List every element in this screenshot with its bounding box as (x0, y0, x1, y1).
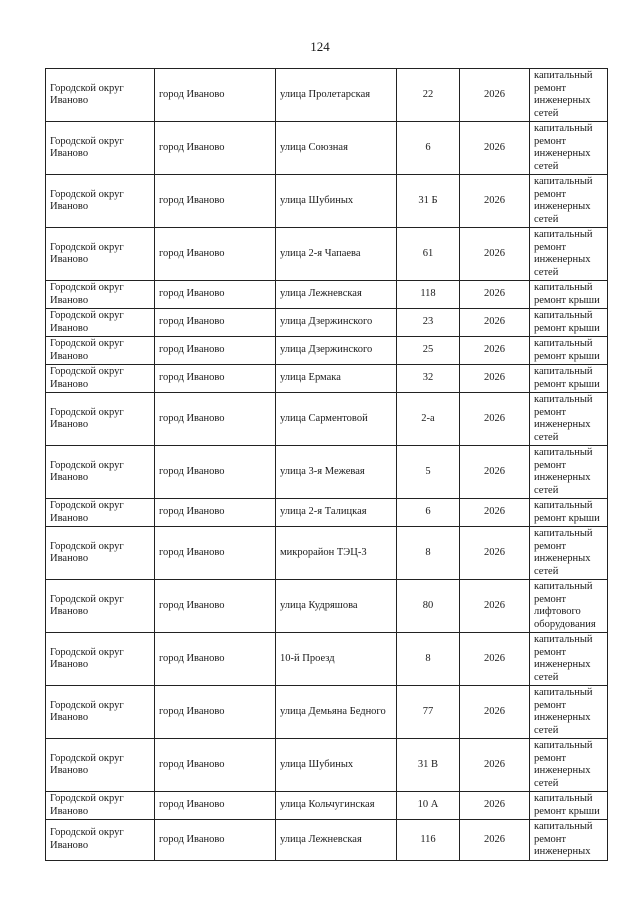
district-cell: Городской округ Иваново (46, 175, 155, 228)
city-cell: город Иваново (155, 175, 276, 228)
city-cell: город Иваново (155, 633, 276, 686)
table-row (46, 446, 608, 499)
street-cell: улица Ермака (276, 365, 397, 393)
work-type-cell: капитальный ремонт инженерных сетей (530, 739, 608, 792)
year-cell: 2026 (460, 739, 530, 792)
district-cell: Городской округ Иваново (46, 337, 155, 365)
work-type-cell: капитальный ремонт крыши (530, 337, 608, 365)
street-cell: улица Союзная (276, 122, 397, 175)
house-cell: 31 Б (397, 175, 460, 228)
street-cell: микрорайон ТЭЦ-3 (276, 527, 397, 580)
city-cell: город Иваново (155, 309, 276, 337)
year-cell: 2026 (460, 580, 530, 633)
district-cell: Городской округ Иваново (46, 580, 155, 633)
city-cell: город Иваново (155, 365, 276, 393)
city-cell: город Иваново (155, 739, 276, 792)
house-cell: 22 (397, 69, 460, 122)
district-cell: Городской округ Иваново (46, 228, 155, 281)
city-cell: город Иваново (155, 69, 276, 122)
street-cell: улица Лежневская (276, 281, 397, 309)
city-cell: город Иваново (155, 820, 276, 861)
street-cell: улица Шубиных (276, 739, 397, 792)
table-row (46, 175, 608, 228)
street-cell: улица Дзержинского (276, 309, 397, 337)
district-cell: Городской округ Иваново (46, 365, 155, 393)
house-cell: 116 (397, 820, 460, 861)
work-type-cell: капитальный ремонт инженерных сетей (530, 228, 608, 281)
table-row (46, 820, 608, 861)
street-cell: улица Дзержинского (276, 337, 397, 365)
table-row (46, 337, 608, 365)
work-type-cell: капитальный ремонт инженерных (530, 820, 608, 861)
work-type-cell: капитальный ремонт инженерных сетей (530, 633, 608, 686)
year-cell: 2026 (460, 228, 530, 281)
street-cell: улица Шубиных (276, 175, 397, 228)
year-cell: 2026 (460, 337, 530, 365)
city-cell: город Иваново (155, 580, 276, 633)
year-cell: 2026 (460, 309, 530, 337)
table-row (46, 309, 608, 337)
street-cell: улица Демьяна Бедного (276, 686, 397, 739)
city-cell: город Иваново (155, 499, 276, 527)
street-cell: улица Кольчугинская (276, 792, 397, 820)
street-cell: улица Лежневская (276, 820, 397, 861)
year-cell: 2026 (460, 686, 530, 739)
house-cell: 10 А (397, 792, 460, 820)
street-cell: улица Кудряшова (276, 580, 397, 633)
table-row (46, 633, 608, 686)
house-cell: 32 (397, 365, 460, 393)
street-cell: 10-й Проезд (276, 633, 397, 686)
year-cell: 2026 (460, 633, 530, 686)
table-row (46, 686, 608, 739)
work-type-cell: капитальный ремонт инженерных сетей (530, 393, 608, 446)
district-cell: Городской округ Иваново (46, 446, 155, 499)
district-cell: Городской округ Иваново (46, 686, 155, 739)
city-cell: город Иваново (155, 281, 276, 309)
city-cell: город Иваново (155, 527, 276, 580)
table-row (46, 499, 608, 527)
work-type-cell: капитальный ремонт крыши (530, 499, 608, 527)
city-cell: город Иваново (155, 446, 276, 499)
street-cell: улица Сарментовой (276, 393, 397, 446)
address-register-table (45, 68, 608, 861)
house-cell: 118 (397, 281, 460, 309)
year-cell: 2026 (460, 820, 530, 861)
street-cell: улица Пролетарская (276, 69, 397, 122)
district-cell: Городской округ Иваново (46, 527, 155, 580)
street-cell: улица 3-я Межевая (276, 446, 397, 499)
city-cell: город Иваново (155, 122, 276, 175)
year-cell: 2026 (460, 175, 530, 228)
district-cell: Городской округ Иваново (46, 281, 155, 309)
house-cell: 31 В (397, 739, 460, 792)
district-cell: Городской округ Иваново (46, 633, 155, 686)
work-type-cell: капитальный ремонт инженерных сетей (530, 122, 608, 175)
year-cell: 2026 (460, 792, 530, 820)
year-cell: 2026 (460, 281, 530, 309)
house-cell: 23 (397, 309, 460, 337)
city-cell: город Иваново (155, 792, 276, 820)
district-cell: Городской округ Иваново (46, 69, 155, 122)
table-row (46, 281, 608, 309)
house-cell: 5 (397, 446, 460, 499)
house-cell: 77 (397, 686, 460, 739)
table-row (46, 739, 608, 792)
work-type-cell: капитальный ремонт инженерных сетей (530, 175, 608, 228)
city-cell: город Иваново (155, 393, 276, 446)
house-cell: 61 (397, 228, 460, 281)
district-cell: Городской округ Иваново (46, 820, 155, 861)
district-cell: Городской округ Иваново (46, 499, 155, 527)
work-type-cell: капитальный ремонт инженерных сетей (530, 527, 608, 580)
work-type-cell: капитальный ремонт крыши (530, 281, 608, 309)
city-cell: город Иваново (155, 337, 276, 365)
table-row (46, 393, 608, 446)
year-cell: 2026 (460, 122, 530, 175)
street-cell: улица 2-я Талицкая (276, 499, 397, 527)
house-cell: 8 (397, 633, 460, 686)
house-cell: 80 (397, 580, 460, 633)
work-type-cell: капитальный ремонт крыши (530, 792, 608, 820)
page-number: 124 (310, 39, 330, 54)
work-type-cell: капитальный ремонт инженерных сетей (530, 446, 608, 499)
year-cell: 2026 (460, 69, 530, 122)
year-cell: 2026 (460, 393, 530, 446)
work-type-cell: капитальный ремонт инженерных сетей (530, 686, 608, 739)
district-cell: Городской округ Иваново (46, 309, 155, 337)
house-cell: 2-а (397, 393, 460, 446)
city-cell: город Иваново (155, 686, 276, 739)
district-cell: Городской округ Иваново (46, 393, 155, 446)
house-cell: 8 (397, 527, 460, 580)
year-cell: 2026 (460, 365, 530, 393)
table-row (46, 69, 608, 122)
table-row (46, 122, 608, 175)
table-row (46, 365, 608, 393)
city-cell: город Иваново (155, 228, 276, 281)
work-type-cell: капитальный ремонт крыши (530, 365, 608, 393)
year-cell: 2026 (460, 446, 530, 499)
table-row (46, 580, 608, 633)
table-row (46, 228, 608, 281)
year-cell: 2026 (460, 499, 530, 527)
work-type-cell: капитальный ремонт лифтового оборудования (530, 580, 608, 633)
work-type-cell: капитальный ремонт крыши (530, 309, 608, 337)
house-cell: 6 (397, 122, 460, 175)
street-cell: улица 2-я Чапаева (276, 228, 397, 281)
year-cell: 2026 (460, 527, 530, 580)
district-cell: Городской округ Иваново (46, 792, 155, 820)
house-cell: 25 (397, 337, 460, 365)
district-cell: Городской округ Иваново (46, 122, 155, 175)
district-cell: Городской округ Иваново (46, 739, 155, 792)
work-type-cell: капитальный ремонт инженерных сетей (530, 69, 608, 122)
house-cell: 6 (397, 499, 460, 527)
table-row (46, 792, 608, 820)
table-row (46, 527, 608, 580)
